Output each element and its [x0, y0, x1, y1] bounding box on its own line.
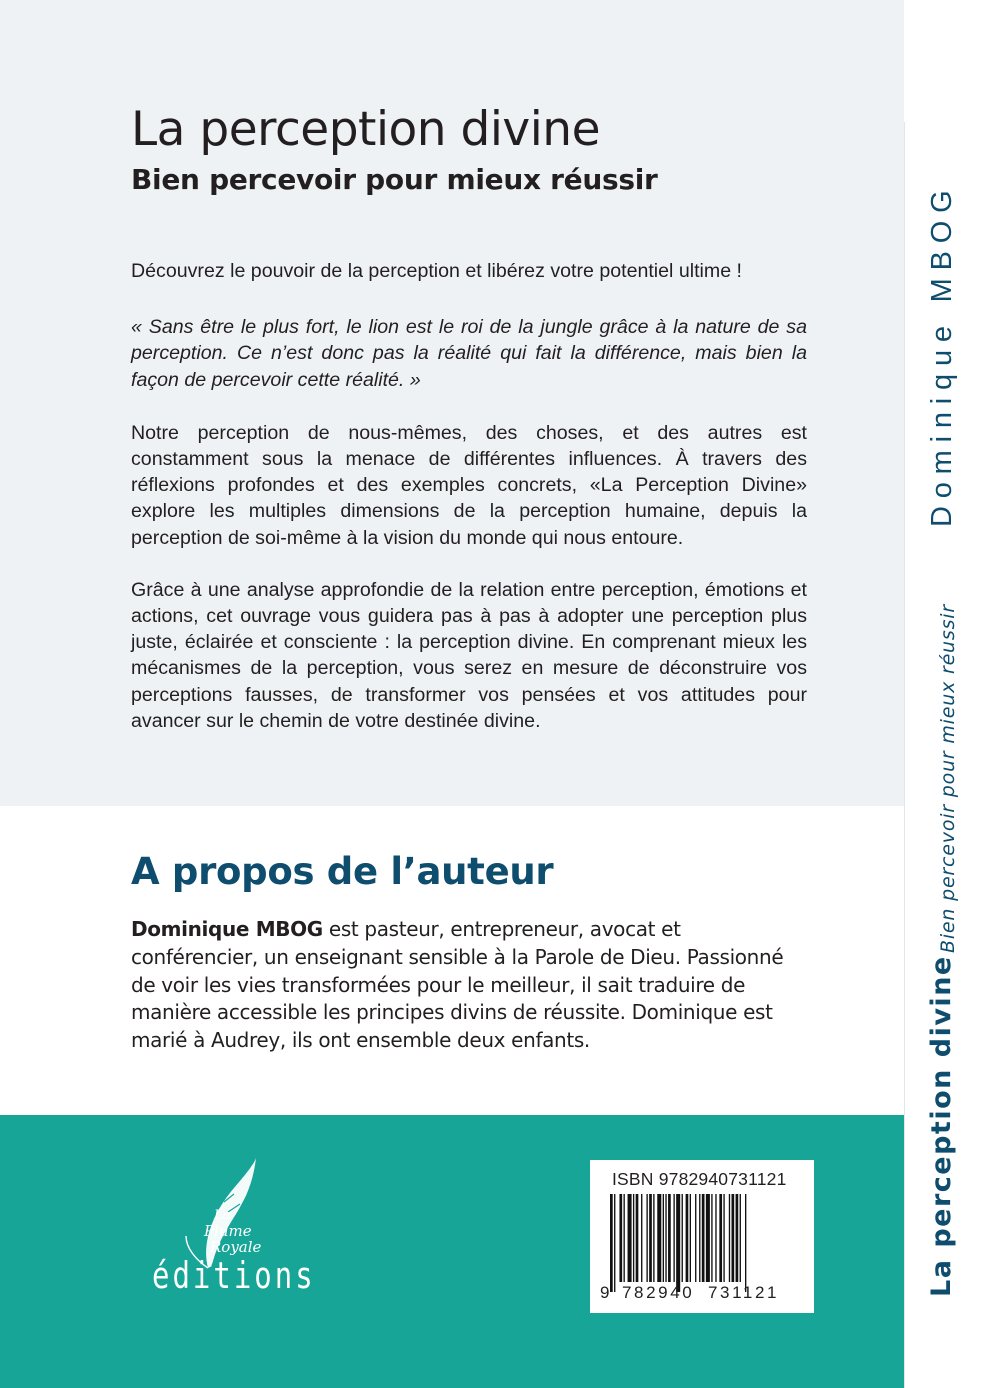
- barcode-bar: [636, 1194, 639, 1282]
- barcode-bar: [732, 1194, 735, 1282]
- barcode-bar: [719, 1194, 722, 1282]
- isbn-label: ISBN 9782940731121: [612, 1169, 787, 1189]
- barcode-bar: [745, 1194, 746, 1292]
- barcode-bar: [641, 1194, 642, 1282]
- barcode-bar: [686, 1194, 689, 1282]
- barcode-bar: [624, 1194, 625, 1282]
- about-author-heading: A propos de l’auteur: [131, 850, 554, 893]
- barcode-bar: [633, 1194, 634, 1282]
- author-name: Dominique MBOG: [131, 917, 323, 941]
- blurb-paragraph-1: Notre perception de nous-mêmes, des choses, et des autres est constamment sous la menace de différentes influences. À travers des réflexions profondes et des exemples concrets, «La Perception Divine» explore les multiples dimensions de la perception humaine, depuis la perception de soi-même à la vision du monde qui nous entoure.: [131, 421, 807, 549]
- back-cover-blurb: [131, 258, 807, 760]
- barcode-bar: [653, 1194, 654, 1282]
- barcode-digit-first: 9: [600, 1283, 613, 1302]
- barcode-bar: [663, 1194, 664, 1282]
- barcode-bar: [646, 1194, 647, 1282]
- barcode-bar: [723, 1194, 724, 1282]
- barcode-digits-left: 782940: [622, 1283, 695, 1302]
- barcode-bar: [657, 1194, 661, 1282]
- barcode-bar: [610, 1194, 613, 1292]
- barcode-bar: [736, 1194, 739, 1282]
- barcode-bar: [676, 1194, 680, 1292]
- spine-author: Dominique MBOG: [926, 182, 958, 527]
- barcode-bar: [619, 1194, 622, 1282]
- barcode-bar: [649, 1194, 652, 1282]
- barcode-bar: [711, 1194, 712, 1282]
- barcode-bar: [706, 1194, 710, 1282]
- barcode-bar: [668, 1194, 671, 1282]
- barcode-bar: [702, 1194, 705, 1282]
- about-author-text: [131, 916, 807, 1055]
- barcode-bar: [690, 1194, 691, 1282]
- author-bio: est pasteur, entrepreneur, avocat et conférencier, un enseignant sensible à la Parole de Dieu. Passionné de voir les vies transformées pour le meilleur, il sait traduire de manière accessible les principes divins de réussite. Dominique est marié à Audrey, ils ont ensemble deux enfants.: [131, 917, 784, 1053]
- barcode-digits-right: 731121: [708, 1283, 780, 1302]
- barcode-bar: [695, 1194, 696, 1282]
- logo-script-plume: Plume: [204, 1222, 252, 1240]
- blurb-quote: « Sans être le plus fort, le lion est le roi de la jungle grâce à la nature de sa perception. Ce n’est donc pas la réalité qui fait la différence, mais bien la façon de percevoir cette réalité. »: [131, 316, 807, 391]
- barcode-bar: [740, 1194, 741, 1282]
- barcode-bar: [699, 1194, 700, 1282]
- logo-script-royale: Royale: [210, 1238, 262, 1256]
- barcode-bar: [715, 1194, 716, 1282]
- logo-editions: éditions: [152, 1254, 316, 1297]
- isbn-barcode: [590, 1160, 814, 1313]
- barcode-bar: [614, 1194, 615, 1292]
- barcode-bar: [628, 1194, 632, 1282]
- spine-subtitle: Bien percevoir pour mieux réussir: [937, 604, 959, 953]
- logo-script-la: La: [214, 1208, 231, 1223]
- blurb-tagline: Découvrez le pouvoir de la perception et libérez votre potentiel ultime !: [131, 260, 743, 282]
- book-title: La perception divine: [131, 102, 600, 157]
- barcode-bar: [673, 1194, 674, 1282]
- book-subtitle: Bien percevoir pour mieux réussir: [131, 163, 658, 196]
- barcode-bar: [682, 1194, 683, 1282]
- blurb-paragraph-2: Grâce à une analyse approfondie de la relation entre perception, émotions et actions, cet ouvrage vous guidera pas à pas à adopter une perception plus juste, éclairée et consciente : la perception divine. En comprenant mieux les mécanismes de la perception, vous serez en mesure de déconstruire vos perceptions fausses, de transformer vos pensées et vos attitudes pour avancer sur le chemin de votre destinée divine.: [131, 578, 807, 732]
- spine-title: La perception divine: [926, 955, 957, 1297]
- barcode-bar: [665, 1194, 666, 1282]
- barcode-bar: [729, 1194, 730, 1282]
